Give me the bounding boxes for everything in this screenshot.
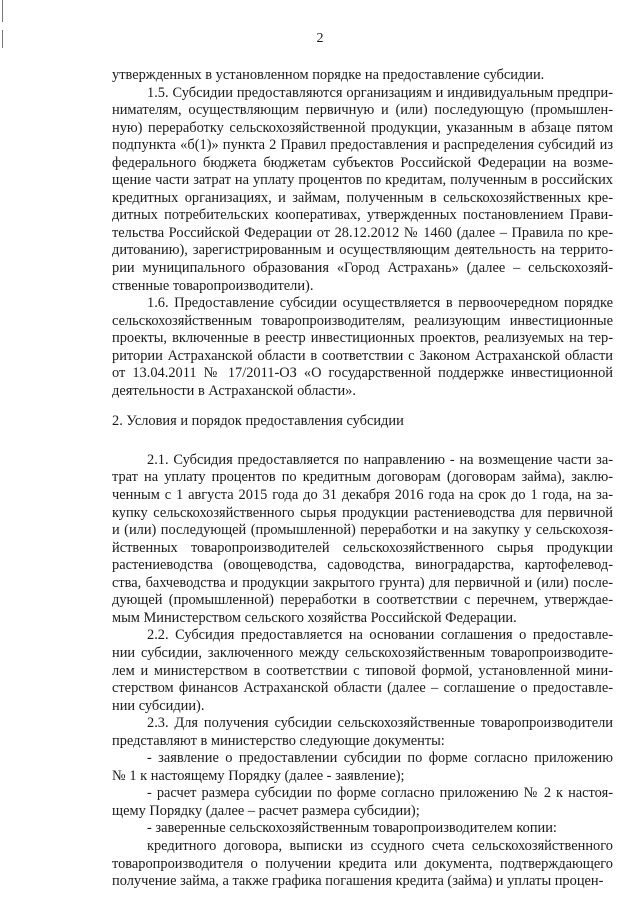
text-line: - заверенные сельскохозяйственным товаропроизводителем копии: xyxy=(147,820,557,837)
text-line: нии субсидии). xyxy=(112,697,205,714)
paragraph xyxy=(112,295,613,400)
text-line: дующей (промышленной) переработки в соответствии с перечнем, утверждае- xyxy=(112,592,613,609)
text-line: ства, бахчеводства и продукции закрытого грунта) для первичной и (или) после- xyxy=(112,574,613,591)
text-line: - расчет размера субсидии по форме согласно приложению № 2 к настоя- xyxy=(147,785,613,802)
text-line: ритории Астраханской области в соответствии с Законом Астраханской области xyxy=(112,347,613,364)
text-line: 1.6. Предоставление субсидии осуществляется в первоочередном порядке xyxy=(147,295,613,312)
paragraph xyxy=(112,85,613,296)
text-line: сельскохозяйственным товаропроизводителям, реализующим инвестиционные xyxy=(112,312,613,329)
text-line: йственных товаропроизводителей сельскохозяйственного сырья продукции xyxy=(112,539,613,556)
text-line: от 13.04.2011 № 17/2011-ОЗ «О государственной поддержке инвестиционной xyxy=(112,365,613,382)
text-line: тельства Российской Федерации от 28.12.2012 № 1460 (далее – Правила по кре- xyxy=(112,224,613,241)
text-line: деятельности в Астраханской области». xyxy=(112,382,356,399)
text-line: стерством финансов Астраханской области (далее – соглашение о предоставле- xyxy=(112,680,613,697)
section-heading-text: 2. Условия и порядок предоставления субсидии xyxy=(112,413,404,430)
text-line: кредитного договора, выписки из ссудного счета сельскохозяйственного xyxy=(147,837,613,854)
text-line: трат на уплату процентов по кредитным договорам (договорам займа), заклю- xyxy=(112,469,613,486)
paragraph xyxy=(112,785,613,820)
text-line: ченным с 1 августа 2015 года до 31 декабря 2016 года на срок до 1 года, на за- xyxy=(112,487,613,504)
page-number: 2 xyxy=(316,31,324,46)
text-line: кредитных организациях, и займам, полученным в сельскохозяйственных кре- xyxy=(112,189,613,206)
scan-edge-mark xyxy=(2,0,3,22)
paragraph xyxy=(112,452,613,627)
text-line: дитных потребительских кооперативах, утвержденных постановлением Прави- xyxy=(112,207,613,224)
paragraph xyxy=(112,750,613,785)
text-line: подпункта «б(1)» пункта 2 Правил предоставления и распределения субсидий из xyxy=(112,137,613,154)
text-line: нимателям, осуществляющим первичную и (или) последующую (промышлен- xyxy=(112,102,613,119)
text-line: 2.1. Субсидия предоставляется по направлению - на возмещение части за- xyxy=(147,451,613,468)
text-line: и (или) последующей (промышленной) переработки и на закупку у сельскохозя- xyxy=(112,522,613,539)
text-line: ную) переработку сельскохозяйственной продукции, указанным в абзаце пятом xyxy=(112,119,613,136)
section-heading xyxy=(112,413,613,431)
text-line: № 1 к настоящему Порядку (далее - заявление); xyxy=(112,767,405,784)
document-body xyxy=(112,67,613,891)
paragraph xyxy=(112,820,613,838)
paragraph xyxy=(112,715,613,750)
text-line: товаропроизводителя о получении кредита или документа, подтверждающего xyxy=(112,855,613,872)
text-line: мым Министерством сельского хозяйства Российской Федерации. xyxy=(112,609,517,626)
text-line: лем и министерством в соответствии с типовой формой, установленной мини- xyxy=(112,662,613,679)
text-line: ственные товаропроизводители). xyxy=(112,277,314,294)
text-line: получение займа, а также графика погашения кредита (займа) и уплаты процен- xyxy=(112,873,604,890)
paragraph xyxy=(112,838,613,891)
text-line: представляют в министерство следующие документы: xyxy=(112,732,445,749)
paragraph xyxy=(112,627,613,715)
text-line: утвержденных в установленном порядке на предоставление субсидии. xyxy=(112,67,545,83)
text-line: федерального бюджета бюджетам субъектов Российской Федерации на возме- xyxy=(112,154,613,171)
paragraph xyxy=(112,67,613,85)
text-line: щение части затрат на уплату процентов по кредитам, полученным в российских xyxy=(112,172,613,189)
text-line: растениеводства (овощеводства, садоводства, виноградарства, картофелевод- xyxy=(112,557,613,574)
text-line: дитованию), зарегистрированным и осуществляющим деятельность на террито- xyxy=(112,242,613,259)
text-line: - заявление о предоставлении субсидии по форме согласно приложению xyxy=(147,750,613,767)
text-line: нии субсидии, заключенного между сельскохозяйственным товаропроизводите- xyxy=(112,644,613,661)
text-line: щему Порядку (далее – расчет размера субсидии); xyxy=(112,802,420,819)
text-line: 2.3. Для получения субсидии сельскохозяйственные товаропроизводители xyxy=(147,715,613,732)
text-line: купку сельскохозяйственного сырья продукции растениеводства для первичной xyxy=(112,504,613,521)
text-line: 2.2. Субсидия предоставляется на основании соглашения о предоставле- xyxy=(147,627,613,644)
text-line: 1.5. Субсидии предоставляются организациям и индивидуальным предпри- xyxy=(147,84,613,101)
text-line: рии муниципального образования «Город Астрахань» (далее – сельскохозяй- xyxy=(112,260,613,277)
text-line: проекты, включенные в реестр инвестиционных проектов, реализуемых на тер- xyxy=(112,330,613,347)
